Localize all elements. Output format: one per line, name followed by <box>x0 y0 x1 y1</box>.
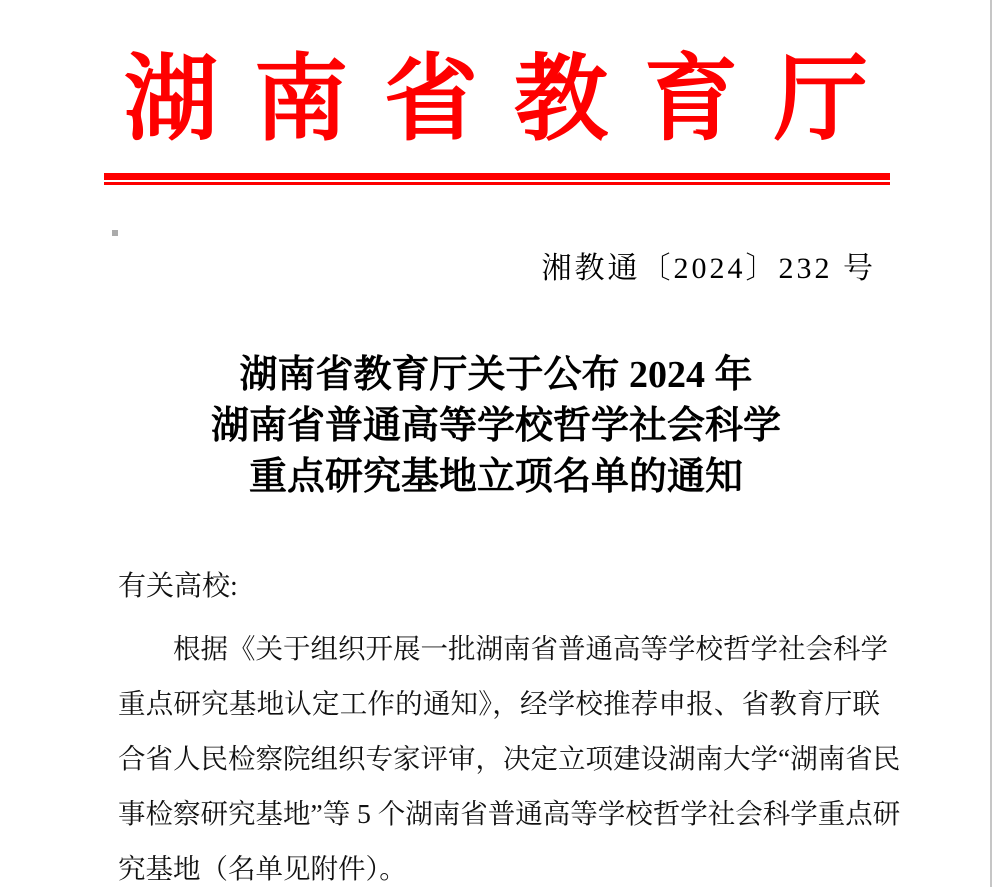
document-title-line-1: 湖南省教育厅关于公布 2024 年 <box>239 354 753 396</box>
document-number: 湘教通〔2024〕232 号 <box>541 252 876 285</box>
document-title-line-3: 重点研究基地立项名单的通知 <box>248 456 743 498</box>
paragraph-line: 根据《关于组织开展一批湖南省普通高等学校哲学社会科学 <box>173 633 888 664</box>
letterhead-rule-thin <box>104 182 890 185</box>
paragraph-line: 究基地（名单见附件）。 <box>118 853 407 884</box>
document-title <box>0 350 992 503</box>
paragraph-line: 合省人民检察院组织专家评审，决定立项建设湖南大学“湖南省民 <box>118 743 901 774</box>
scan-speck-artifact <box>112 230 118 236</box>
salutation: 有关高校: <box>118 571 238 602</box>
paragraph-line: 事检察研究基地”等 5 个湖南省普通高等学校哲学社会科学重点研 <box>118 798 901 829</box>
letterhead-rule-thick <box>104 173 890 180</box>
paragraph-line: 重点研究基地认定工作的通知》，经学校推荐申报、省教育厅联 <box>118 688 880 719</box>
document-title-line-2: 湖南省普通高等学校哲学社会科学 <box>210 405 781 447</box>
agency-letterhead: 湖南省教育厅 <box>124 48 868 152</box>
body-paragraph <box>118 621 901 887</box>
